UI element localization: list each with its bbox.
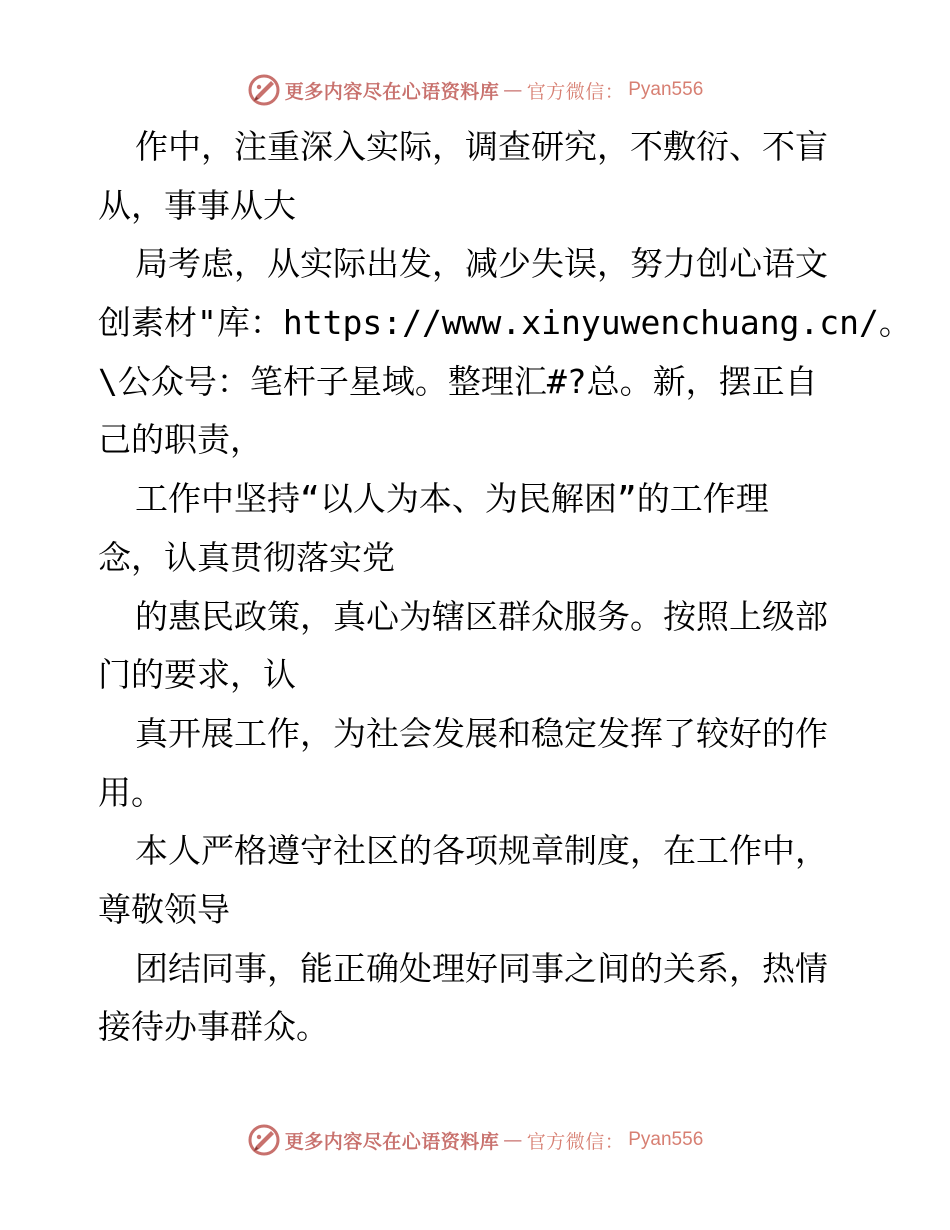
body-line: 真开展工作，为社会发展和稳定发挥了较好的作: [135, 713, 828, 753]
pen-logo-icon: [247, 73, 281, 107]
body-line: 团结同事，能正确处理好同事之间的关系，热情: [135, 948, 828, 988]
document-body: [98, 118, 912, 1057]
body-line: \公众号：笔杆子星域。整理汇#?总。新，摆正自: [98, 361, 818, 401]
watermark-site-name: 更多内容尽在心语资料库: [284, 80, 500, 103]
body-line: 己的职责，: [98, 420, 263, 460]
watermark-separator: —: [503, 1129, 523, 1151]
watermark-brand: [247, 73, 704, 107]
body-line: 接待办事群众。: [98, 1007, 329, 1047]
watermark-wechat-label: 官方微信：: [526, 1130, 625, 1153]
header-watermark: [0, 70, 950, 110]
watermark-wechat-label: 官方微信：: [526, 80, 625, 103]
body-line: 创素材"库：https://www.xinyuwenchuang.cn/。: [98, 303, 912, 343]
body-line: 门的要求，认: [98, 655, 296, 695]
body-line: 的惠民政策，真心为辖区群众服务。按照上级部: [135, 596, 828, 636]
watermark-brand: [247, 1123, 704, 1157]
body-line: 局考虑，从实际出发，减少失误，努力创心语文: [135, 244, 828, 284]
body-line: 从，事事从大: [98, 185, 296, 225]
watermark-separator: —: [503, 79, 523, 101]
body-line: 工作中坚持“以人为本、为民解困”的工作理: [135, 479, 769, 519]
body-line: 尊敬领导: [98, 889, 230, 929]
body-line: 作中，注重深入实际，调查研究，不敷衍、不盲: [135, 127, 828, 166]
watermark-site-name: 更多内容尽在心语资料库: [284, 1130, 500, 1153]
watermark-wechat-id: Pyan556: [628, 79, 704, 100]
pen-logo-icon: [247, 1123, 281, 1157]
body-line: 用。: [98, 772, 164, 812]
watermark-wechat-id: Pyan556: [628, 1129, 704, 1150]
body-line: 本人严格遵守社区的各项规章制度，在工作中，: [135, 831, 828, 871]
body-line: 念，认真贯彻落实党: [98, 537, 395, 577]
footer-watermark: [0, 1120, 950, 1160]
